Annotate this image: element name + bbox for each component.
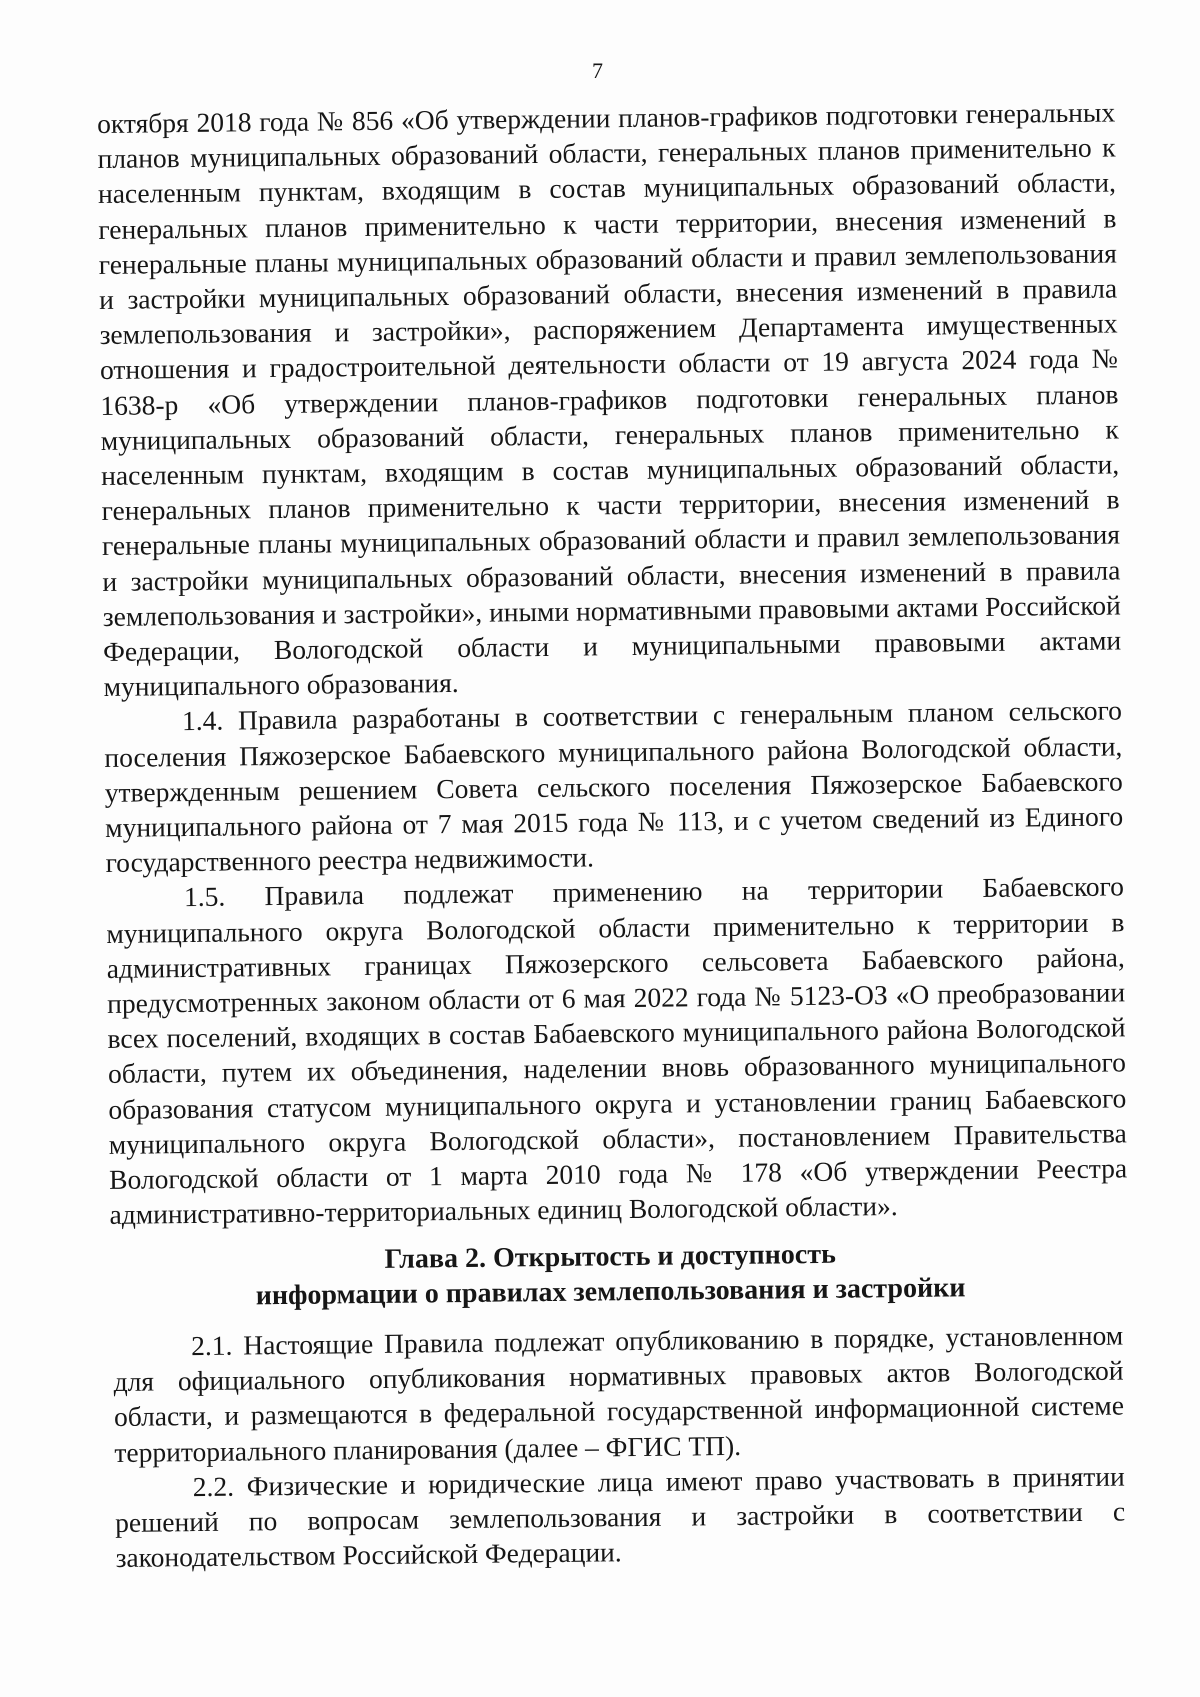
paragraph-1-4: 1.4. Правила разработаны в соответствии с генеральным планом сельского поселения Пяжозерское Бабаевского муниципального района Вологодской области, утвержденным решением Совета сельского поселения Пяжозерское Бабаевского муниципального района от 7 мая 2015 года № 113, и с учетом сведений из Единого государственного реестра недвижимости. <box>104 694 1124 879</box>
body-text <box>97 94 1128 1232</box>
chapter-title-line-1: Глава 2. Открытость и доступность <box>384 1238 836 1275</box>
paragraph-continuation: октября 2018 года № 856 «Об утверждении планов-графиков подготовки генеральных планов муниципальных образований области, генеральных планов применительно к населенным пунктам, входящим в состав муниципальных образований области, генеральных планов применительно к части территории, внесения изменений в генеральные планы муниципальных образований области и правил землепользования и застройки муниципальных образований области, внесения изменений в правила землепользования и застройки», распоряжением Департамента имущественных отношения и градостроительной деятельности области от 19 августа 2024 года № 1638-р «Об утверждении планов-графиков подготовки генеральных планов муниципальных образований области, генеральных планов применительно к населенным пунктам, входящим в состав муниципальных образований области, генеральных планов применительно к части территории, внесения изменений в генеральные планы муниципальных образований области и правил землепользования и застройки муниципальных образований области, внесения изменений в правила землепользования и застройки», иными нормативными правовыми актами Российской Федерации, Вологодской области и муниципальными правовыми актами муниципального образования. <box>97 96 1122 703</box>
chapter-body-text <box>113 1318 1126 1576</box>
page-number: 7 <box>592 58 603 83</box>
paragraph-2-1: 2.1. Настоящие Правила подлежат опубликованию в порядке, установленном для официального опубликования нормативных правовых актов Вологодской области, и размещаются в федеральной государственной информационной системе территориального планирования (далее – ФГИС ТП). <box>113 1319 1125 1468</box>
chapter-title-line-2: информации о правилах землепользования и застройки <box>255 1272 966 1312</box>
chapter-heading <box>110 1234 1111 1315</box>
paragraph-2-2: 2.2. Физические и юридические лица имеют право участвовать в принятии решений по вопросам землепользования и застройки в соответствии с законодательством Российской Федерации. <box>115 1460 1126 1574</box>
paragraph-1-5: 1.5. Правила подлежат применению на территории Бабаевского муниципального округа Вологодской области применительно к территории в административных границах Пяжозерского сельсовета Бабаевского района, предусмотренных законом области от 6 мая 2022 года № 5123-ОЗ «О преобразовании всех поселений, входящих в состав Бабаевского муниципального района Вологодской области, путем их объединения, наделении вновь образованного муниципального образования статусом муниципального округа и установлении границ Бабаевского муниципального округа Вологодской области», постановлением Правительства Вологодской области от 1 марта 2010 года № 178 «Об утверждении Реестра административно-территориальных единиц Вологодской области». <box>106 870 1128 1231</box>
